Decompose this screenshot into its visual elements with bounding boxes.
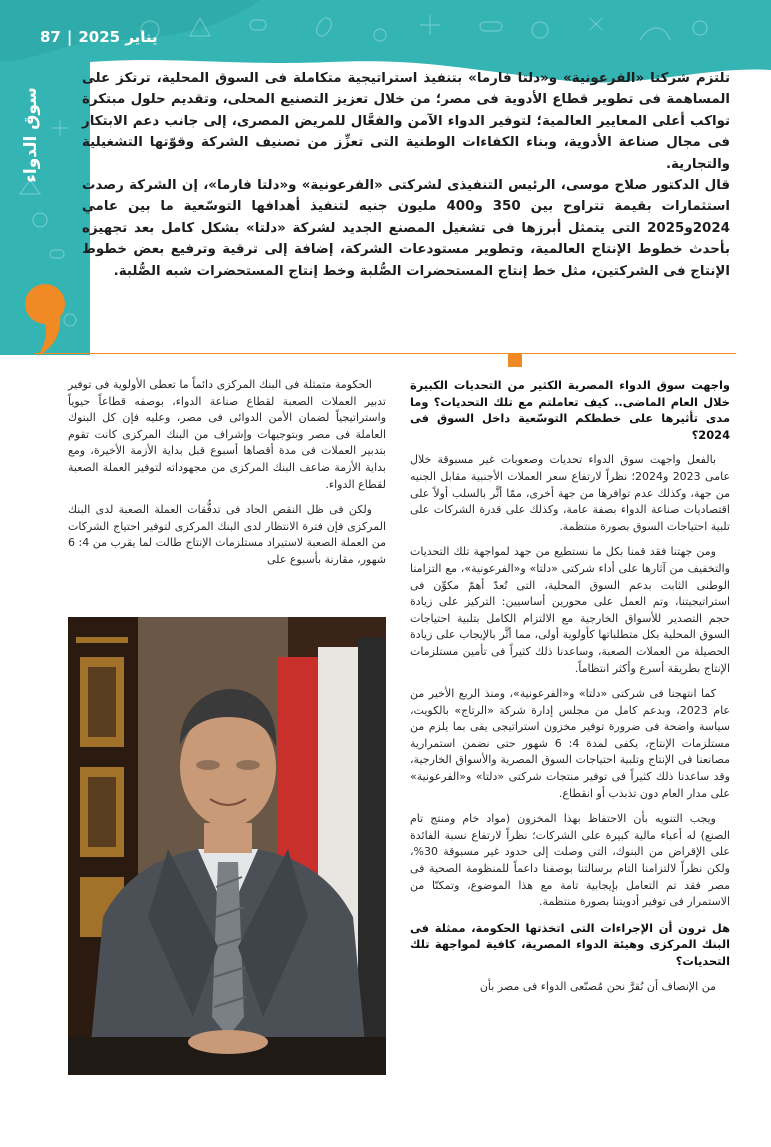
question-paragraph: واجهت سوق الدواء المصرية الكثير من التحديات الكبيرة خلال العام الماضى.. كيف تعاملتم مع تلك التحديات؟ وما مدى تأثيرها على خططكم التوسّعية داخل السوق فى 2024؟ bbox=[410, 378, 730, 442]
answer-paragraph: بالفعل واجهت سوق الدواء تحديات وصعوبات غير مسبوقة خلال عامى 2023 و2024؛ نظراً لارتفاع سعر العملات الأجنبية مقابل الجنيه من جهة، وكذلك عدم توافرها من جهة أخرى، ممّا أثَّر بالسلب أولاً على اقتصاديات صناعة الدواء بصفة عامة، وكذلك على قدرة الشركات على تلبية احتياجات السوق بصورة منتظمة. bbox=[410, 453, 731, 533]
header-separator: | bbox=[66, 28, 73, 46]
lead-paragraph: قال الدكتور صلاح موسى، الرئيس التنفيذى لشركتى «الفرعونية» و«دلتا فارما»، إن الشركة رصدت استثمارات بقيمة تتراوح بين 350 و400 مليون جنيه لتنفيذ أهدافها التوسّعية ما بين عامي 2024و2025 التى يتمثل أبرزها فى تشغيل المصنع الجديد لشركة «دلتا» بشكل كامل بعد تجهيزه بأحدث خطوط الإنتاج العالمية، وتطوير مستودعات الشركة، إضافة إلى ترقية وترفيع بعض خطوط الإنتاج فى الشركتين، مثل خط إنتاج المستحضرات الصُّلبة وخط إنتاج المستحضرات شبه الصُّلبة. bbox=[82, 178, 730, 279]
question-paragraph: هل ترون أن الإجراءات التى اتخذتها الحكومة، ممثلة فى البنك المركزى وهيئة الدواء المصرية، كافية لمواجهة تلك التحديات؟ bbox=[410, 920, 730, 968]
body-paragraph: ولكن فى ظل النقص الحاد فى تدفُّقات العملة الصعبة لدى البنك المركزى فإن فترة الانتظار لدى البنك المركزى لتوفير احتياج الشركات من العملة الصعبة لاستيراد مستلزمات الإنتاج طالت لما يقرب من 4: 6 شهور، مقارنة بأسبوع على bbox=[68, 503, 387, 566]
lead-paragraph: تلتزم شركتا «الفرعونية» و«دلتا فارما» بتنفيذ استراتيجية متكاملة فى السوق المحلية، ترتكز على المساهمة فى تطوير قطاع الأدوية فى مصر؛ من خلال تعزيز التصنيع المحلى، وتقديم حلول مبتكرة تواكب أعلى المعايير العالمية؛ لتوفير الدواء الآمن والفعَّال للمريض المصرى، إلى جانب دعم الابتكار فى مجال صناعة الأدوية، وبناء الكفاءات الوطنية التى تعزِّز من تصنيف الشركة وقوّتها التشغيلية والتجارية. bbox=[82, 71, 730, 172]
divider-square bbox=[508, 353, 522, 367]
page-header bbox=[40, 28, 158, 46]
body-paragraph: الحكومة متمثلة فى البنك المركزى دائماً ما تعطى الأولوية فى توفير تدبير العملات الصعبة لقطاع صناعة الدواء، بوصفه قطاعاً حيوياً واستراتيجياً لضمان الأمن الدوائى فى مصر، وعليه فإن كل البنوك العاملة فى مصر وبتوجيهات وإشراف من البنك المركزى كانت تقوم بتدبير العملات فى مدة أقصاها أسبوع قبل بداية الأزمة الأخيرة، ومع بداية الأزمة ضاعف البنك المركزى من مجهوداته لتوفير العملة الصعبة لقطاع الدواء. bbox=[68, 378, 386, 491]
portrait-photo bbox=[68, 617, 386, 1075]
comma-icon bbox=[22, 278, 68, 358]
answer-paragraph: ومن جهتنا فقد قمنا بكل ما نستطيع من جهد لمواجهة تلك التحديات والتخفيف من آثارها على أداء شركتى «دلتا» و«الفرعونية»، مع التزامنا الوطنى الثابت بدعم السوق المحلية، التى تُعدّ أهمّ مكوِّن فى استراتيجيتنا، وتم العمل على محورين أساسيين: التركيز على زيادة حجم التصدير للأسواق الخارجية مع الالتزام الكامل بتلبية احتياجات السوق المحلية بكل متطلباتها كأولوية أولى، مما أثَّر بالإيجاب على زيادة الحصيلة من العملات الصعبة، وساعدنا ذلك كثيراً فى تأمين مستلزمات الإنتاج بطريقة أسرع وأكثر انتظاماً. bbox=[410, 545, 730, 675]
left-column bbox=[68, 377, 386, 578]
right-column bbox=[410, 377, 730, 1004]
lead-paragraphs bbox=[82, 68, 730, 282]
answer-paragraph: من الإنصاف أن نُقرَّ نحن مُصنّعى الدواء فى مصر بأن bbox=[479, 979, 716, 993]
page-number: 87 bbox=[40, 28, 61, 46]
section-label bbox=[14, 80, 48, 190]
answer-paragraph: ويجب التنويه بأن الاحتفاظ بهذا المخزون (مواد خام ومنتج تام الصنع) له أعباء مالية كبيرة على الشركات؛ نظراً لارتفاع نسبة الفائدة على الإقراض من البنوك، التى وصلت إلى حدود غير مسبوقة 30%، ولكن نظراً لالتزامنا التام برسالتنا بوصفنا داعماً للمنظومة الصحية فى مصر فقد تم التعامل بإيجابية تامة مع هذا الموضوع، وتمكنّا من الاستمرار فى توفير أدويتنا بصورة منتظمة. bbox=[410, 812, 730, 909]
issue-date: يناير 2025 bbox=[78, 28, 158, 46]
divider-line bbox=[34, 353, 736, 354]
answer-paragraph: كما انتهجنا فى شركتى «دلتا» و«الفرعونية»، ومنذ الربع الأخير من عام 2023، وبدعم كامل من مجلس إدارة شركة «الرتاج» بالكويت، سياسة واضحة فى ضرورة توفير مخزون استراتيجى يفى بما يلزم من مستلزمات الإنتاج، يكفى لمدة 4: 6 شهور حتى نضمن استمرارية مصانعنا فى الإنتاج وتلبية احتياجات السوق المصرية والأسواق الخارجية، وقد ساعدنا ذلك كثيراً فى توفير منتجات شركتى «دلتا» و«الفرعونية» على مدار العام دون تذبذب أو انقطاع. bbox=[410, 687, 731, 800]
section-label-text: سوق الدواء bbox=[21, 87, 42, 183]
